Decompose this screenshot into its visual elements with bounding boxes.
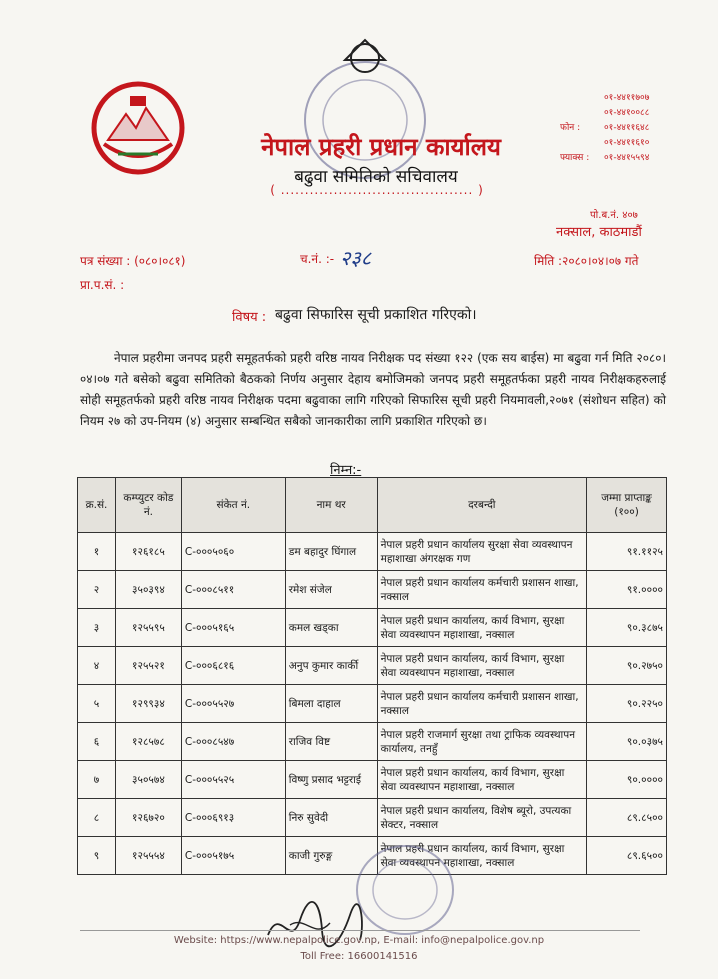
computer-code-cell: १२५५५४ [115, 837, 181, 875]
nepal-emblem-icon [88, 78, 188, 178]
reference-number: पत्र संख्या : (०८०।०८१) [80, 254, 186, 268]
symbol-number-cell: C-०००५०६० [181, 533, 285, 571]
post-cell: नेपाल प्रहरी प्रधान कार्यालय कर्मचारी प्रशासन शाखा, नक्साल [377, 685, 587, 723]
serial-cell: ८ [78, 799, 116, 837]
serial-cell: ५ [78, 685, 116, 723]
footer-contact: Website: https://www.nepalpolice.gov.np, E-mail: info@nepalpolice.gov.np [173, 935, 545, 946]
post-cell: नेपाल प्रहरी प्रधान कार्यालय, कार्य विभाग, सुरक्षा सेवा व्यवस्थापन महाशाखा, नक्साल [377, 761, 587, 799]
serial-cell: ४ [78, 647, 116, 685]
table-row [78, 647, 667, 685]
subtitle-dots: ( ........................................ ) [270, 183, 484, 197]
contact-row: ०१-४४११६१० [604, 138, 650, 148]
symbol-number-cell: C-०००५५२७ [181, 685, 285, 723]
footer-divider [80, 930, 640, 931]
name-cell: कमल खड्का [285, 609, 377, 647]
computer-code-cell: १२६७२० [115, 799, 181, 837]
name-cell: अनुप कुमार कार्की [285, 647, 377, 685]
score-cell: ९०.०००० [587, 761, 667, 799]
list-heading: निम्न:- [330, 463, 362, 478]
subject-text: बढुवा सिफारिस सूची प्रकाशित गरिएको। [275, 307, 477, 323]
col-header: दरबन्दी [377, 478, 587, 533]
score-cell: ९१.११२५ [587, 533, 667, 571]
table-row [78, 799, 667, 837]
score-cell: ९०.०३७५ [587, 723, 667, 761]
computer-code-cell: १२६१८५ [115, 533, 181, 571]
post-cell: नेपाल प्रहरी प्रधान कार्यालय सुरक्षा सेवा व्यवस्थापन महाशाखा अंगरक्षक गण [377, 533, 587, 571]
computer-code-cell: १२५५२१ [115, 647, 181, 685]
score-cell: ९०.२२५० [587, 685, 667, 723]
contact-row: ०१-४४१००८८ [604, 108, 650, 118]
serial-cell: ९ [78, 837, 116, 875]
symbol-number-cell: C-०००६९१३ [181, 799, 285, 837]
name-cell: रमेश संजेल [285, 571, 377, 609]
symbol-number-cell: C-०००८५११ [181, 571, 285, 609]
name-cell: विष्णु प्रसाद भट्टराई [285, 761, 377, 799]
serial-cell: २ [78, 571, 116, 609]
computer-code-cell: १२५५९५ [115, 609, 181, 647]
serial-cell: ३ [78, 609, 116, 647]
name-cell: बिमला दाहाल [285, 685, 377, 723]
table-row [78, 571, 667, 609]
computer-code-cell: ३५०५७४ [115, 761, 181, 799]
serial-cell: ७ [78, 761, 116, 799]
table-row [78, 685, 667, 723]
po-box: पो.ब.नं. ४०७ [590, 210, 638, 221]
pra-pa-number: प्रा.प.सं. : [80, 278, 125, 292]
letter-date: मिति :२०८०।०४।०७ गते [534, 254, 639, 268]
post-cell: नेपाल प्रहरी प्रधान कार्यालय, कार्य विभाग, सुरक्षा सेवा व्यवस्थापन महाशाखा, नक्साल [377, 647, 587, 685]
col-header: क्र.सं. [78, 478, 116, 533]
symbol-number-cell: C-०००६८१६ [181, 647, 285, 685]
symbol-number-cell: C-०००५५२५ [181, 761, 285, 799]
promotion-table [77, 477, 667, 875]
name-cell: राजिव विष्ट [285, 723, 377, 761]
symbol-number-cell: C-०००५१७५ [181, 837, 285, 875]
contact-row: ०१-४४११७०७ [604, 93, 650, 103]
score-cell: ९०.२७५० [587, 647, 667, 685]
letter-body: नेपाल प्रहरीमा जनपद प्रहरी समूहतर्फको प्रहरी वरिष्ठ नायव निरीक्षक पद संख्या १२२ (एक सय बाईस) मा बढुवा गर्न मिति २०८०।०४।०७ गते बसेको बढुवा समितिको बैठकको निर्णय अनुसार देहाय बमोजिमको जनपद प्रहरी समूहतर्फका प्रहरी नायव निरीक्षकहरुलाई सोही समूहतर्फको प्रहरी वरिष्ठ नायव निरीक्षक पदमा बढुवाका लागि गरिएको सिफारिस सूची प्रहरी नियमावली,२०७१ (संशोधन सहित) को नियम २७ को उप-नियम (४) अनुसार सम्बन्धित सबैको जानकारीका लागि प्रकाशित गरिएको छ। [80, 351, 666, 428]
serial-cell: ६ [78, 723, 116, 761]
score-cell: ९०.३८७५ [587, 609, 667, 647]
table-row [78, 609, 667, 647]
computer-code-cell: १२८५७८ [115, 723, 181, 761]
col-header: कम्प्युटर कोड नं. [115, 478, 181, 533]
contact-block [560, 90, 710, 165]
table-header-row [78, 478, 667, 533]
table-row [78, 723, 667, 761]
post-cell: नेपाल प्रहरी प्रधान कार्यालय, कार्य विभाग, सुरक्षा सेवा व्यवस्थापन महाशाखा, नक्साल [377, 609, 587, 647]
score-cell: ८९.६५०० [587, 837, 667, 875]
name-cell: निरु सुवेदी [285, 799, 377, 837]
symbol-number-cell: C-०००८५४७ [181, 723, 285, 761]
table-row [78, 533, 667, 571]
score-cell: ८९.८५०० [587, 799, 667, 837]
score-cell: ९१.०००० [587, 571, 667, 609]
contact-row: फ्याक्स : ०१-४४१५५९४ [560, 153, 650, 163]
name-cell: डम बहादुर घिंगाल [285, 533, 377, 571]
col-header: नाम थर [285, 478, 377, 533]
footer-tollfree: Toll Free: 16600141516 [300, 951, 418, 962]
signature [260, 895, 370, 955]
name-cell: काजी गुरुङ्ग [285, 837, 377, 875]
subject-label: विषय : [232, 310, 267, 325]
computer-code-cell: १२९९३४ [115, 685, 181, 723]
post-cell: नेपाल प्रहरी प्रधान कार्यालय, कार्य विभाग, सुरक्षा सेवा व्यवस्थापन महाशाखा, नक्साल [377, 837, 587, 875]
col-header: जम्मा प्राप्ताङ्क (१००) [587, 478, 667, 533]
contact-row: फोन : ०१-४४११६४८ [560, 123, 650, 133]
post-cell: नेपाल प्रहरी प्रधान कार्यालय कर्मचारी प्रशासन शाखा, नक्साल [377, 571, 587, 609]
col-header: संकेत नं. [181, 478, 285, 533]
chalani-number: २३८ [340, 246, 372, 270]
serial-cell: १ [78, 533, 116, 571]
computer-code-cell: ३५०३९४ [115, 571, 181, 609]
table-row [78, 761, 667, 799]
office-subtitle: बढुवा समितिको सचिवालय [294, 167, 458, 187]
post-cell: नेपाल प्रहरी प्रधान कार्यालय, विशेष ब्यूरो, उपत्यका सेक्टर, नक्साल [377, 799, 587, 837]
post-cell: नेपाल प्रहरी राजमार्ग सुरक्षा तथा ट्राफिक व्यवस्थापन कार्यालय, तनहुँ [377, 723, 587, 761]
office-address: नक्साल, काठमाडौं [556, 225, 642, 240]
office-title: नेपाल प्रहरी प्रधान कार्यालय [261, 133, 501, 161]
symbol-number-cell: C-०००५१६५ [181, 609, 285, 647]
chalani-label: च.नं. :- [300, 252, 335, 266]
